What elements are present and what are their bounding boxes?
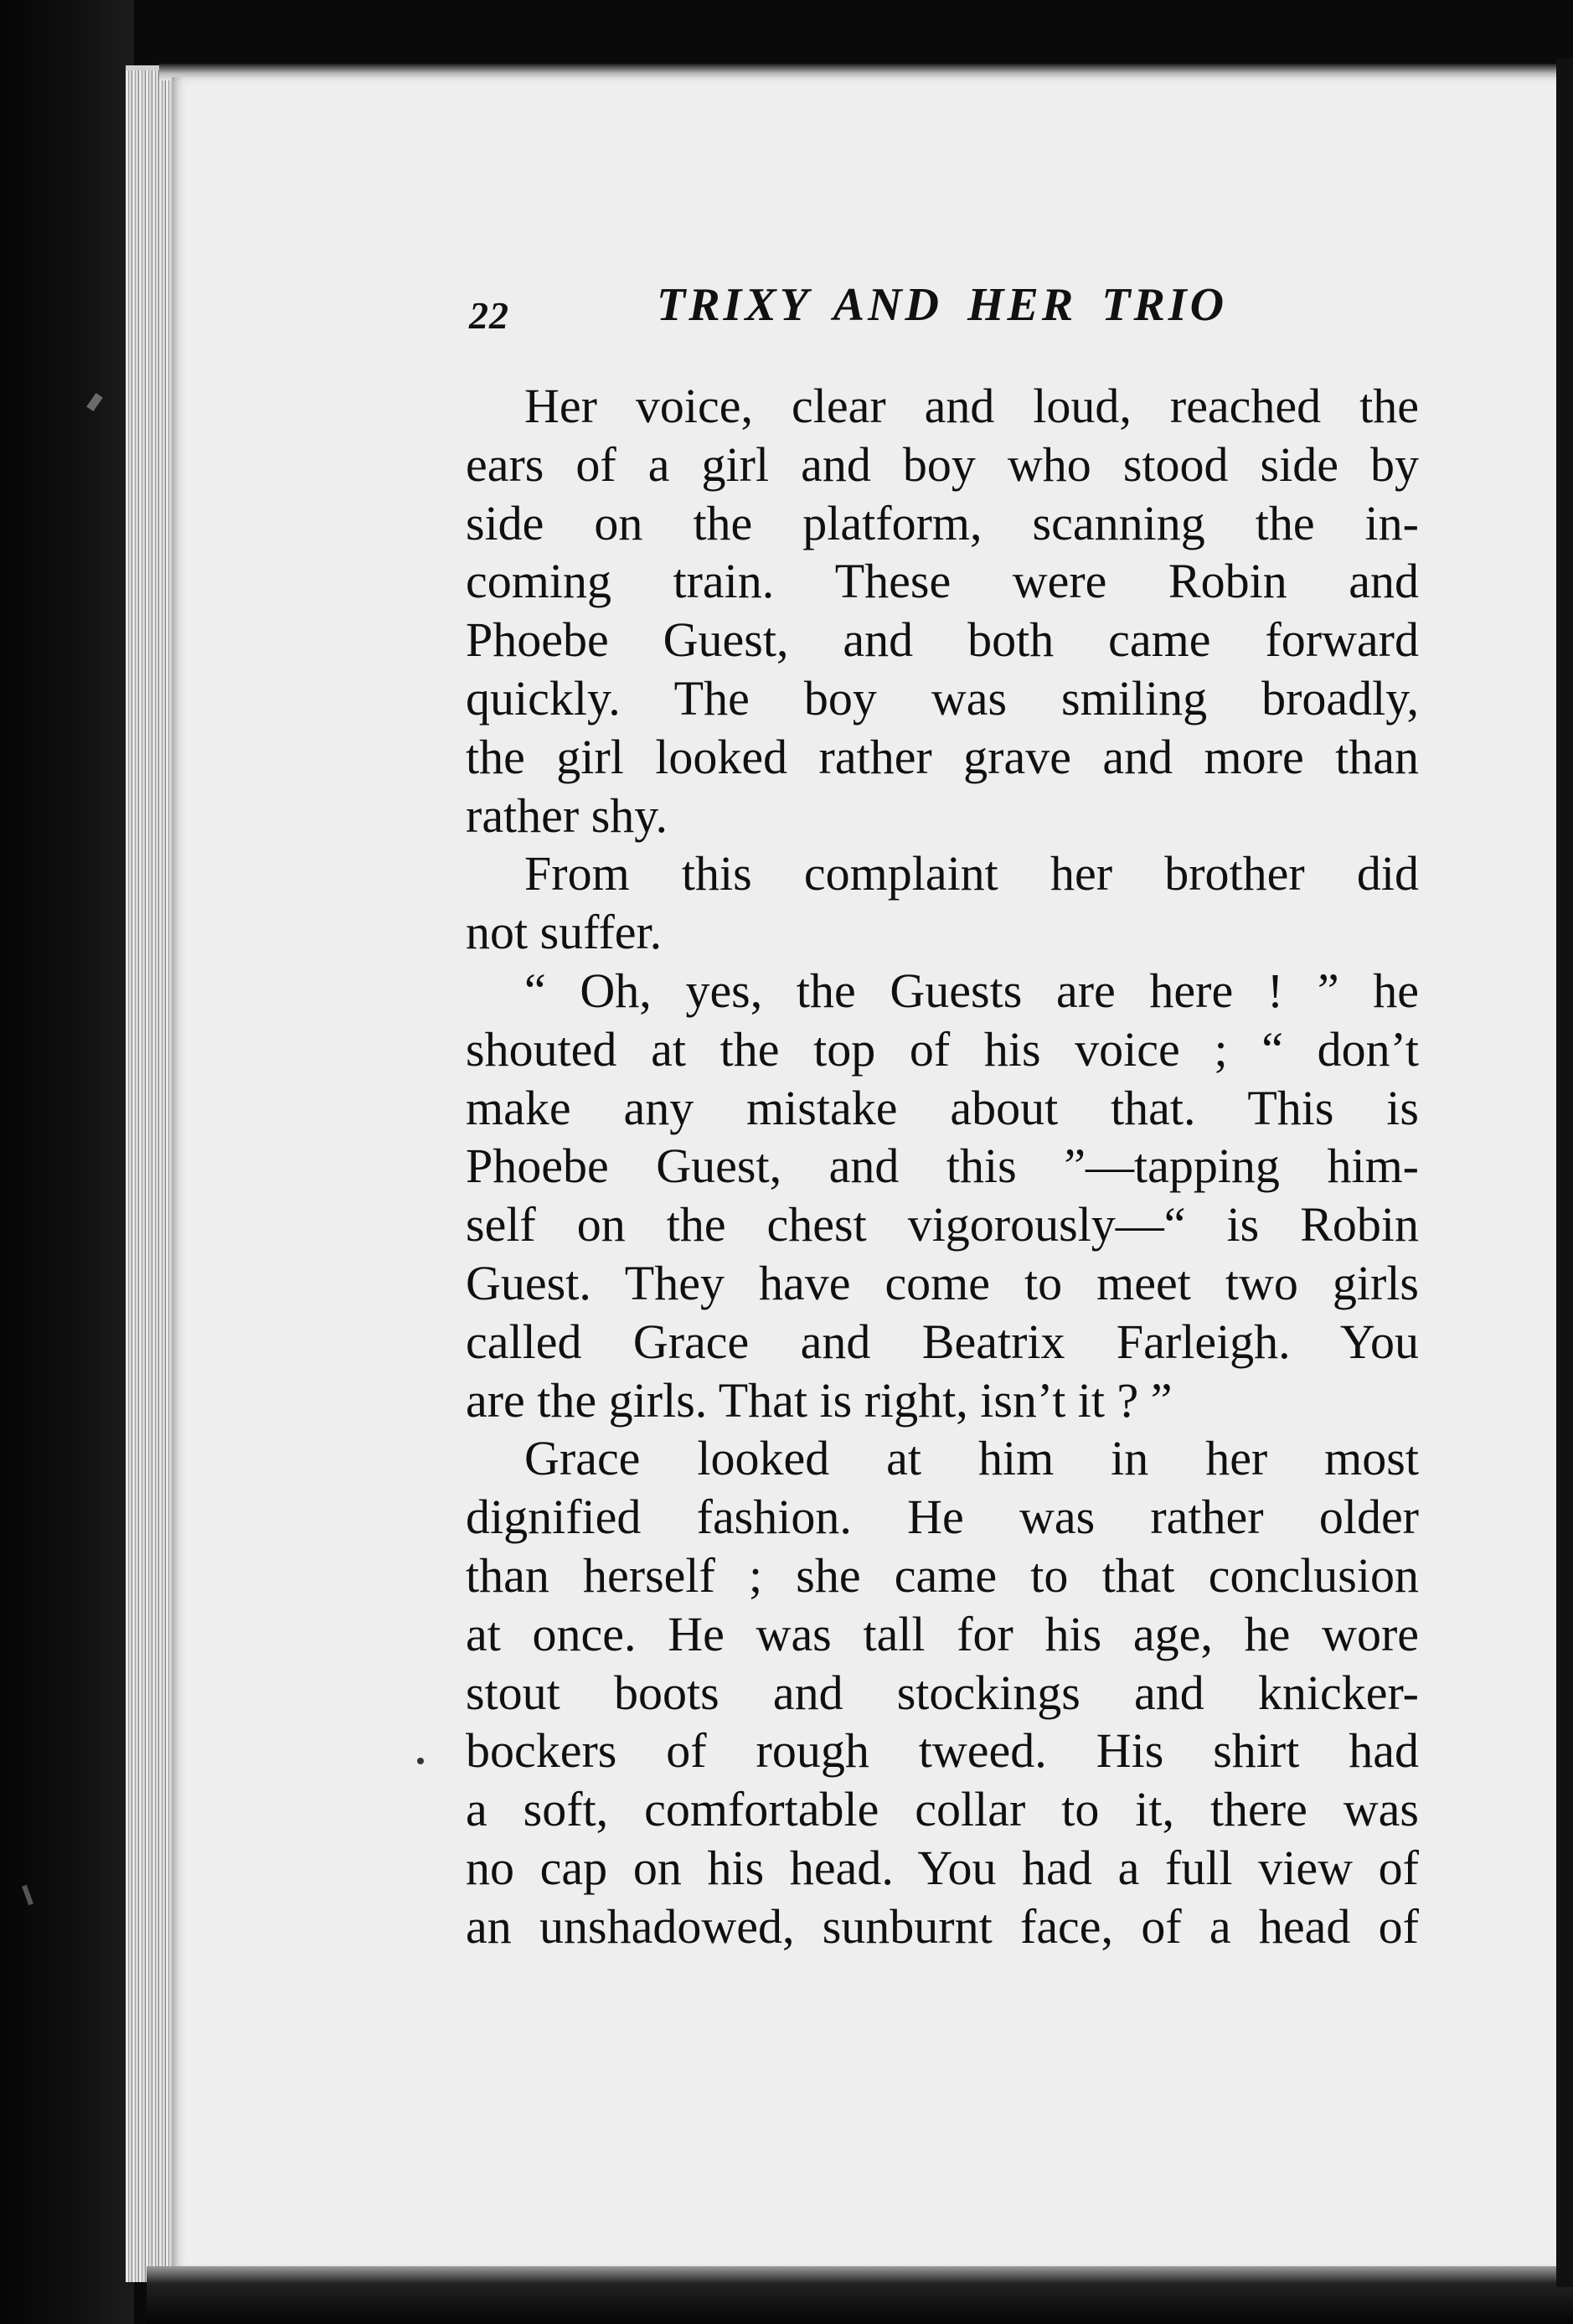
text-line: From this complaint her brother did	[524, 846, 1419, 901]
page-bottom-edge	[147, 2266, 1573, 2324]
text-line: self on the chest vigorously—“ is Robin	[466, 1197, 1419, 1252]
text-line: Guest. They have come to meet two girls	[466, 1255, 1419, 1310]
text-line: an unshadowed, sunburnt face, of a head of	[466, 1898, 1419, 1954]
text-line: side on the platform, scanning the in-	[466, 495, 1419, 550]
text-line: than herself ; she came to that conclusion	[466, 1547, 1419, 1603]
text-line: Phoebe Guest, and this ”—tapping him-	[466, 1139, 1419, 1194]
text-line: coming train. These were Robin and	[466, 554, 1419, 609]
text-line: rather shy.	[466, 788, 668, 843]
text-line: Grace looked at him in her most	[524, 1431, 1419, 1486]
text-line: not suffer.	[466, 905, 663, 960]
text-line: called Grace and Beatrix Farleigh. You	[466, 1314, 1419, 1369]
book-binding	[0, 0, 134, 2324]
text-line: quickly. The boy was smiling broadly,	[466, 670, 1419, 726]
text-line: bockers of rough tweed. His shirt had	[466, 1723, 1419, 1779]
text-line: are the girls. That is right, isn’t it ? ”	[466, 1372, 1173, 1428]
text-line: Her voice, clear and loud, reached the	[524, 379, 1419, 433]
text-line: no cap on his head. You had a full view of	[466, 1840, 1419, 1895]
text-line: make any mistake about that. This is	[466, 1080, 1419, 1135]
text-line: a soft, comfortable collar to it, there was	[466, 1782, 1419, 1837]
text-line: the girl looked rather grave and more than	[466, 729, 1419, 784]
text-line: at once. He was tall for his age, he wore	[466, 1606, 1419, 1661]
body-text	[466, 377, 1419, 1956]
text-line: dignified fashion. He was rather older	[466, 1490, 1419, 1545]
text-line: shouted at the top of his voice ; “ don’t	[466, 1021, 1419, 1077]
running-head	[469, 276, 1424, 343]
text-line: stout boots and stockings and knicker-	[466, 1665, 1419, 1720]
text-line: ears of a girl and boy who stood side by	[466, 436, 1419, 492]
text-line: “ Oh, yes, the Guests are here ! ” he	[524, 963, 1419, 1018]
right-edge	[1556, 59, 1573, 2287]
text-line: Phoebe Guest, and both came forward	[466, 612, 1419, 668]
book-title: TRIXY AND HER TRIO	[657, 279, 1228, 331]
page-number: 22	[469, 294, 509, 337]
margin-speck	[417, 1758, 424, 1764]
